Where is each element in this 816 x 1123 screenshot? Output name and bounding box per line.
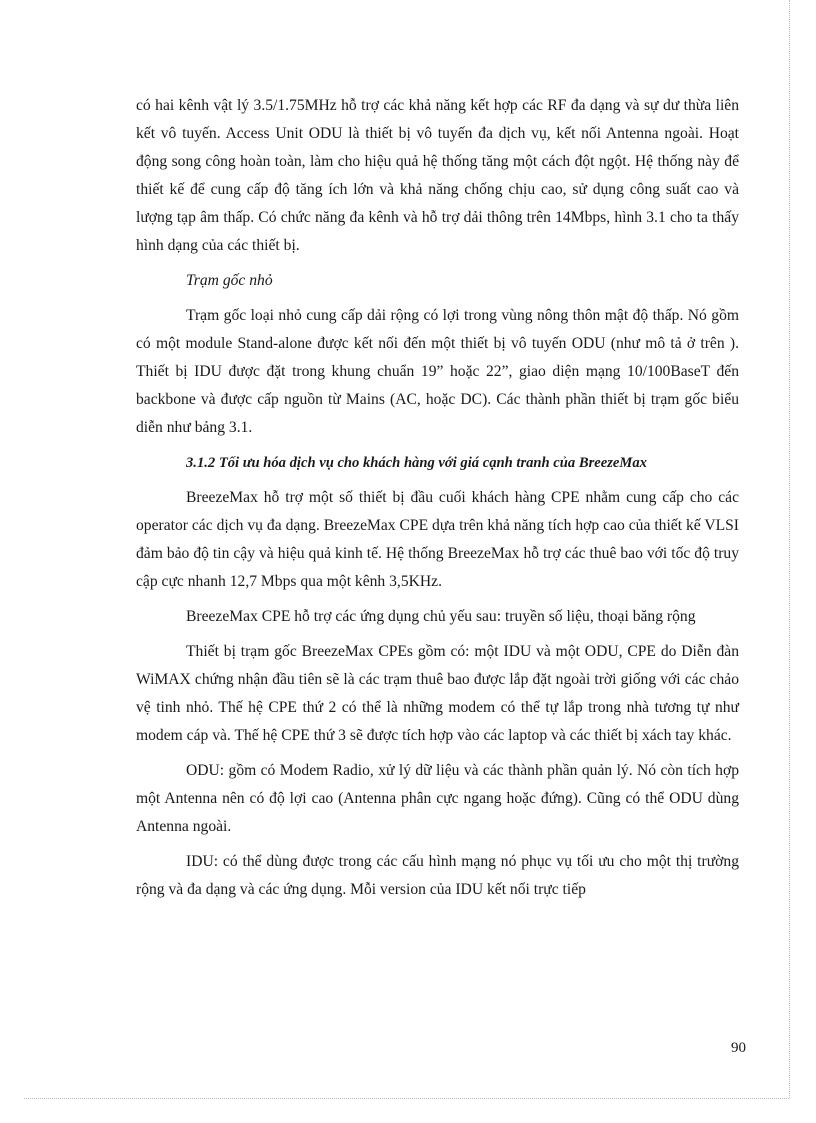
page-border-right <box>789 0 790 1098</box>
section-heading: 3.1.2 Tối ưu hóa dịch vụ cho khách hàng với giá cạnh tranh của BreezeMax <box>186 455 647 471</box>
page-border-bottom <box>24 1098 789 1099</box>
paragraph-cpe-components: Thiết bị trạm gốc BreezeMax CPEs gồm có: một IDU và một ODU, CPE do Diễn đàn WiMAX chứng nhận đầu tiên sẽ là các trạm thuê bao được lắp đặt ngoài trời giống với các chảo vệ tinh nhỏ. Thế hệ CPE thứ 2 có thể là những modem có thể tự lắp trong nhà tương tự như modem cáp và. Thế hệ CPE thứ 3 sẽ được tích hợp vào các laptop và các thiết bị xách tay khác. <box>136 643 739 744</box>
paragraph-cpe-applications: BreezeMax CPE hỗ trợ các ứng dụng chủ yếu sau: truyền số liệu, thoại băng rộng <box>186 608 696 625</box>
subsection-title: Trạm gốc nhỏ <box>186 272 273 289</box>
paragraph-small-base-station: Trạm gốc loại nhỏ cung cấp dải rộng có lợi trong vùng nông thôn mật độ thấp. Nó gồm có một module Stand-alone được kết nối đến một thiết bị vô tuyến ODU (như mô tả ở trên ). Thiết bị IDU được đặt trong khung chuẩn 19” hoặc 22”, giao diện mạng 10/100BaseT đến backbone và được cấp nguồn từ Mains (AC, hoặc DC). Các thành phần thiết bị trạm gốc biểu diễn như bảng 3.1. <box>136 307 739 436</box>
paragraph-odu: ODU: gồm có Modem Radio, xử lý dữ liệu và các thành phần quản lý. Nó còn tích hợp một Antenna nên có độ lợi cao (Antenna phân cực ngang hoặc đứng). Cũng có thể ODU dùng Antenna ngoài. <box>136 762 739 835</box>
paragraph-breezemax-cpe: BreezeMax hỗ trợ một số thiết bị đầu cuối khách hàng CPE nhằm cung cấp cho các operator các dịch vụ đa dạng. BreezeMax CPE dựa trên khả năng tích hợp cao của thiết kế VLSI đảm bảo độ tin cậy và hiệu quả kinh tế. Hệ thống BreezeMax hỗ trợ các thuê bao với tốc độ truy cập cực nhanh 12,7 Mbps qua một kênh 3,5KHz. <box>136 489 739 590</box>
paragraph-idu: IDU: có thể dùng được trong các cấu hình mạng nó phục vụ tối ưu cho một thị trường rộng và đa dạng và các ứng dụng. Mỗi version của IDU kết nối trực tiếp <box>136 853 739 898</box>
paragraph-continuation: có hai kênh vật lý 3.5/1.75MHz hỗ trợ các khả năng kết hợp các RF đa dạng và sự dư thừa liên kết vô tuyến. Access Unit ODU là thiết bị vô tuyến đa dịch vụ, kết nối Antenna ngoài. Hoạt động song công hoàn toàn, làm cho hiệu quả hệ thống tăng một cách đột ngột. Hệ thống này để thiết kế để cung cấp độ tăng ích lớn và khả năng chống chịu cao, sử dụng công suất cao và lượng tạp âm thấp. Có chức năng đa kênh và hỗ trợ dải thông trên 14Mbps, hình 3.1 cho ta thấy hình dạng của các thiết bị. <box>136 97 739 254</box>
page-number: 90 <box>731 1040 746 1056</box>
document-body <box>136 92 739 904</box>
